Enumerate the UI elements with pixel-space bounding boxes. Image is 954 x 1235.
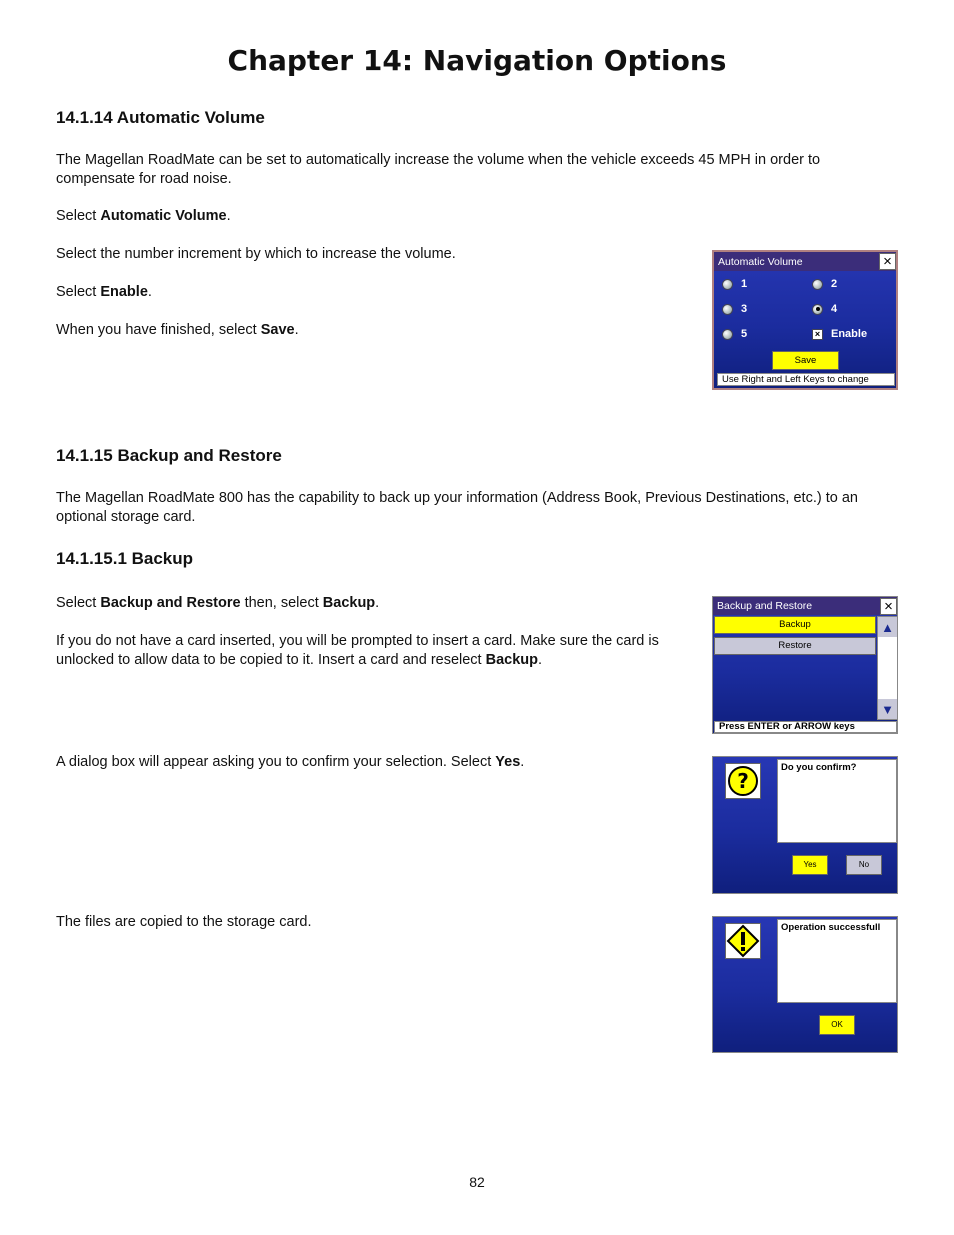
automatic-volume-screenshot xyxy=(712,250,898,390)
restore-button[interactable]: Restore xyxy=(714,637,876,655)
enable-checkbox[interactable]: × Enable xyxy=(812,328,867,340)
svg-text:?: ? xyxy=(737,769,749,793)
page-number: 82 xyxy=(469,1174,485,1190)
close-icon[interactable]: × xyxy=(879,253,896,270)
backup-step-select: Select Backup and Restore then, select Backup. xyxy=(56,595,380,611)
volume-option-1[interactable]: 1 xyxy=(722,278,747,290)
section-heading-backup-restore: 14.1.15 Backup and Restore xyxy=(56,446,282,465)
volume-option-2[interactable]: 2 xyxy=(812,278,837,290)
close-icon[interactable]: × xyxy=(880,598,897,615)
checkbox-icon: × xyxy=(812,329,823,340)
no-button[interactable]: No xyxy=(846,855,882,875)
backup-button[interactable]: Backup xyxy=(714,616,876,634)
backup-step-copied: The files are copied to the storage card. xyxy=(56,914,312,930)
confirm-message-box xyxy=(777,759,897,843)
auto-volume-intro: The Magellan RoadMate can be set to automatically increase the volume when the vehicle exceeds 45 MPH in order to compensate for road noise. xyxy=(56,152,821,187)
automatic-volume-titlebar xyxy=(714,252,896,271)
backup-restore-titlebar xyxy=(713,597,897,615)
ok-button[interactable]: OK xyxy=(819,1015,855,1035)
section-heading-backup: 14.1.15.1 Backup xyxy=(56,549,194,568)
backup-step-confirm: A dialog box will appear asking you to confirm your selection. Select Yes. xyxy=(56,754,525,770)
confirm-dialog-screenshot xyxy=(712,756,898,894)
question-icon xyxy=(725,763,761,799)
warning-icon xyxy=(725,923,761,959)
radio-icon xyxy=(722,329,733,340)
success-dialog-screenshot xyxy=(712,916,898,1053)
radio-selected-icon xyxy=(812,304,823,315)
backup-restore-screenshot xyxy=(712,596,898,734)
volume-option-5[interactable]: 5 xyxy=(722,328,747,340)
section-heading-automatic-volume: 14.1.14 Automatic Volume xyxy=(56,108,265,127)
backup-restore-title: Backup and Restore xyxy=(717,600,813,612)
radio-icon xyxy=(722,304,733,315)
radio-icon xyxy=(812,279,823,290)
auto-volume-step-save: When you have finished, select Save. xyxy=(56,322,299,338)
save-button[interactable]: Save xyxy=(772,351,839,370)
auto-volume-step-select: Select Automatic Volume. xyxy=(56,208,231,224)
confirm-message: Do you confirm? xyxy=(781,762,857,773)
volume-option-4[interactable]: 4 xyxy=(812,303,837,315)
volume-option-3[interactable]: 3 xyxy=(722,303,747,315)
scroll-up-arrow-icon[interactable]: ▲ xyxy=(878,617,897,637)
status-bar: Press ENTER or ARROW keys xyxy=(714,721,897,733)
success-message: Operation successfull xyxy=(781,922,881,933)
scroll-down-arrow-icon[interactable]: ▼ xyxy=(878,699,897,719)
automatic-volume-title: Automatic Volume xyxy=(718,255,803,268)
success-message-box xyxy=(777,919,897,1003)
status-bar: Use Right and Left Keys to change xyxy=(717,373,895,386)
scrollbar[interactable] xyxy=(877,616,898,720)
auto-volume-step-increment: Select the number increment by which to increase the volume. xyxy=(56,246,456,262)
yes-button[interactable]: Yes xyxy=(792,855,828,875)
auto-volume-step-enable: Select Enable. xyxy=(56,284,152,300)
backup-step-card: If you do not have a card inserted, you will be prompted to insert a card. Make sure the card is unlocked to allow data to be copied to it. Insert a card and reselect Backup. xyxy=(56,633,659,668)
backup-restore-intro: The Magellan RoadMate 800 has the capability to back up your information (Address Book, Previous Destinations, etc.) to an optional storage card. xyxy=(56,490,858,525)
radio-icon xyxy=(722,279,733,290)
chapter-title: Chapter 14: Navigation Options xyxy=(227,44,727,77)
